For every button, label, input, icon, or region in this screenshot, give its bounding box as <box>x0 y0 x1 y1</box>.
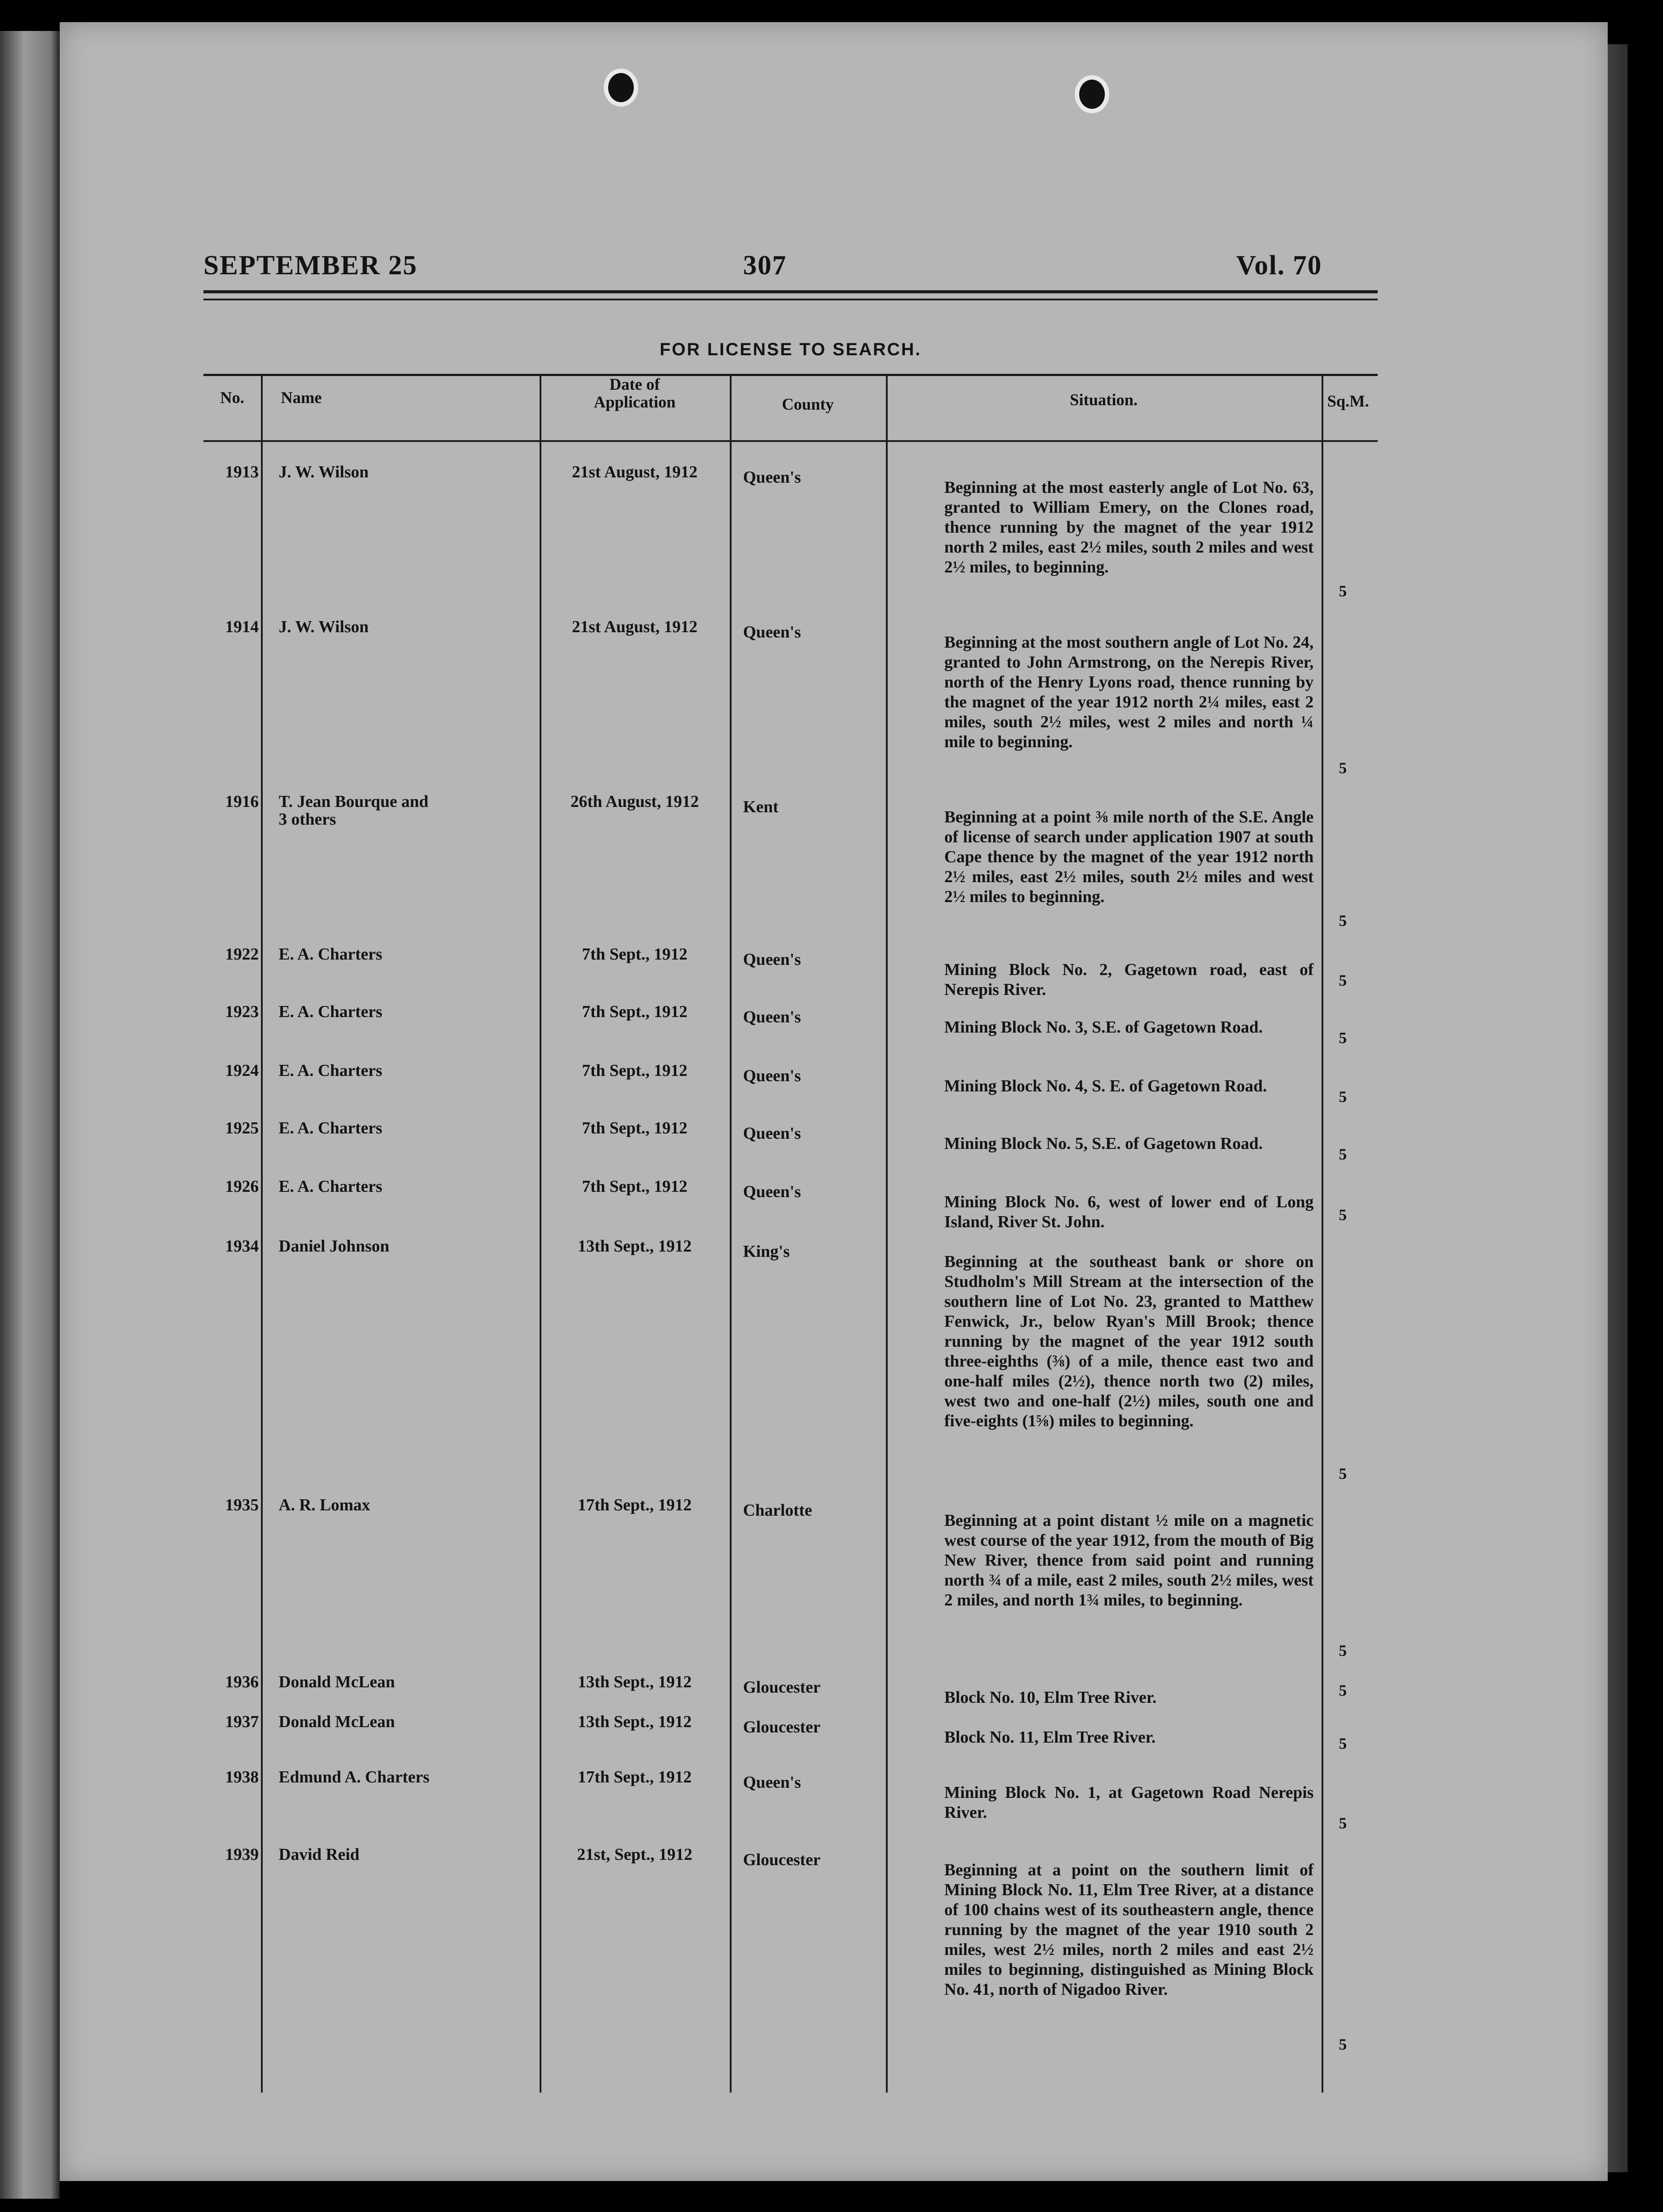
header-rule-top <box>203 290 1378 293</box>
column-divider-county <box>886 376 888 2093</box>
facing-page-edge <box>0 31 60 2199</box>
row-situation: Mining Block No. 2, Gagetown road, east of Nerepis River. <box>944 960 1314 999</box>
punch-hole-left <box>604 69 638 107</box>
row-county: Gloucester <box>743 1851 821 1869</box>
row-date: 17th Sept., 1912 <box>578 1768 692 1786</box>
row-name: Donald McLean <box>279 1673 395 1691</box>
row-date: 13th Sept., 1912 <box>578 1237 692 1256</box>
row-name: Daniel Johnson <box>279 1237 390 1256</box>
row-sqm: 5 <box>1339 1682 1347 1699</box>
row-situation: Beginning at a point ⅜ mile north of the S.E. Angle of license of search under application 1907 at south Cape thence by the magnet of the year 1912 north 2½ miles, east 2½ miles, south 2½ miles and west 2½ miles to beginning. <box>944 808 1314 906</box>
row-sqm: 5 <box>1339 912 1347 929</box>
row-county: Queen's <box>743 1183 801 1201</box>
row-county: Queen's <box>743 468 801 487</box>
row-county: Queen's <box>743 623 801 641</box>
column-header-situation: Situation. <box>1069 391 1138 409</box>
row-number: 1936 <box>225 1673 259 1691</box>
row-situation: Beginning at the southeast bank or shore on Studholm's Mill Stream at the intersection of the southern line of Lot No. 23, granted to Matthew Fenwick, Jr., below Ryan's Mill Brook; thence running by the magnet of the year 1912 south three-eighths (⅜) of a mile, thence east two and one-half miles (2½), thence north two (2) miles, west two and one-half (2½) miles, south one and five-eights (1⅝) miles to beginning. <box>944 1252 1314 1430</box>
document-page <box>60 22 1608 2181</box>
row-situation: Block No. 10, Elm Tree River. <box>944 1688 1157 1707</box>
punch-hole-right <box>1075 75 1109 113</box>
row-number: 1937 <box>225 1713 259 1731</box>
header-date: SEPTEMBER 25 <box>203 250 418 280</box>
row-date: 21st August, 1912 <box>572 618 697 636</box>
row-name: E. A. Charters <box>279 1002 383 1021</box>
row-county: Gloucester <box>743 1718 821 1736</box>
row-sqm: 5 <box>1339 972 1347 989</box>
row-county: Charlotte <box>743 1501 812 1520</box>
row-date: 13th Sept., 1912 <box>578 1713 692 1731</box>
row-sqm: 5 <box>1339 1206 1347 1224</box>
row-sqm: 5 <box>1339 1465 1347 1482</box>
column-header-no: No. <box>220 389 245 407</box>
row-date: 7th Sept., 1912 <box>582 945 688 964</box>
row-sqm: 5 <box>1339 1145 1347 1163</box>
row-name: A. R. Lomax <box>279 1496 370 1514</box>
row-date: 21st, Sept., 1912 <box>577 1845 693 1864</box>
row-date: 17th Sept., 1912 <box>578 1496 692 1514</box>
row-county: Queen's <box>743 950 801 969</box>
row-name: J. W. Wilson <box>279 618 369 636</box>
row-county: Queen's <box>743 1067 801 1085</box>
row-date: 13th Sept., 1912 <box>578 1673 692 1691</box>
row-situation: Beginning at a point distant ½ mile on a magnetic west course of the year 1912, from the mouth of Big New River, thence from said point and running north ¾ of a mile, east 2 miles, south 2½ miles, west 2 miles, and north 1¾ miles, to beginning. <box>944 1511 1314 1609</box>
row-name: E. A. Charters <box>279 1061 383 1080</box>
row-number: 1914 <box>225 618 259 636</box>
row-sqm: 5 <box>1339 1814 1347 1832</box>
row-name: E. A. Charters <box>279 1177 383 1196</box>
row-situation: Mining Block No. 6, west of lower end of Long Island, River St. John. <box>944 1193 1314 1231</box>
header-rule-bottom <box>203 299 1378 300</box>
row-name: David Reid <box>279 1845 360 1864</box>
row-number: 1923 <box>225 1002 259 1021</box>
row-situation: Mining Block No. 1, at Gagetown Road Nerepis River. <box>944 1783 1314 1822</box>
row-situation: Block No. 11, Elm Tree River. <box>944 1728 1156 1747</box>
column-header-name: Name <box>281 389 322 407</box>
row-name: Edmund A. Charters <box>279 1768 429 1786</box>
row-county: Kent <box>743 798 779 816</box>
row-number: 1935 <box>225 1496 259 1514</box>
column-divider-no <box>261 376 263 2093</box>
row-number: 1913 <box>225 463 259 481</box>
column-divider-situation <box>1322 376 1323 2093</box>
row-situation: Mining Block No. 3, S.E. of Gagetown Road. <box>944 1018 1263 1037</box>
row-county: King's <box>743 1242 790 1261</box>
row-date: 26th August, 1912 <box>570 792 699 811</box>
row-name: J. W. Wilson <box>279 463 369 481</box>
column-header-sqm: Sq.M. <box>1327 392 1369 411</box>
row-situation: Mining Block No. 4, S. E. of Gagetown Road. <box>944 1077 1267 1095</box>
row-situation: Beginning at the most southern angle of Lot No. 24, granted to John Armstrong, on the Nerepis River, north of the Henry Lyons road, thence running by the magnet of the year 1912 north 2¼ miles, east 2 miles, south 2½ miles, west 2 miles and north ¼ mile to beginning. <box>944 633 1314 751</box>
row-sqm: 5 <box>1339 582 1347 600</box>
row-date: 7th Sept., 1912 <box>582 1119 688 1137</box>
row-situation: Beginning at the most easterly angle of Lot No. 63, granted to William Emery, on the Clones road, thence running by the magnet of the year 1912 north 2 miles, east 2½ miles, south 2 miles and west 2½ miles, to beginning. <box>944 478 1314 576</box>
column-divider-date <box>730 376 732 2093</box>
table-header-rule <box>203 440 1378 442</box>
section-title: FOR LICENSE TO SEARCH. <box>659 340 922 359</box>
row-sqm: 5 <box>1339 1642 1347 1659</box>
row-situation: Mining Block No. 5, S.E. of Gagetown Road. <box>944 1134 1263 1153</box>
column-header-county: County <box>782 396 834 414</box>
column-divider-name <box>540 376 541 2093</box>
row-number: 1922 <box>225 945 259 964</box>
row-name: E. A. Charters <box>279 945 383 964</box>
row-situation: Beginning at a point on the southern limit of Mining Block No. 11, Elm Tree River, at a distance of 100 chains west of its southeastern angle, thence running by the magnet of the year 1910 south 2 miles, west 2½ miles, north 2 miles and east 2½ miles to beginning, distinguished as Mining Block No. 41, north of Nigadoo River. <box>944 1861 1314 1999</box>
row-number: 1916 <box>225 792 259 811</box>
row-county: Queen's <box>743 1773 801 1792</box>
row-date: 21st August, 1912 <box>572 463 697 481</box>
row-name: T. Jean Bourque and <box>279 792 429 811</box>
row-number: 1926 <box>225 1177 259 1196</box>
row-name: 3 others <box>279 810 336 829</box>
row-date: 7th Sept., 1912 <box>582 1002 688 1021</box>
row-county: Queen's <box>743 1124 801 1143</box>
table-top-rule <box>203 374 1378 376</box>
row-name: E. A. Charters <box>279 1119 383 1137</box>
row-number: 1939 <box>225 1845 259 1864</box>
row-sqm: 5 <box>1339 1029 1347 1047</box>
column-header-date-line2: Application <box>594 393 676 411</box>
row-number: 1925 <box>225 1119 259 1137</box>
row-sqm: 5 <box>1339 1088 1347 1106</box>
row-date: 7th Sept., 1912 <box>582 1061 688 1080</box>
row-sqm: 5 <box>1339 759 1347 777</box>
row-number: 1938 <box>225 1768 259 1786</box>
header-volume: Vol. 70 <box>1236 250 1322 280</box>
row-number: 1934 <box>225 1237 259 1256</box>
row-sqm: 5 <box>1339 1735 1347 1752</box>
header-page-number: 307 <box>743 250 787 280</box>
row-sqm: 5 <box>1339 2035 1347 2053</box>
column-header-date-line1: Date of <box>609 376 660 394</box>
row-date: 7th Sept., 1912 <box>582 1177 688 1196</box>
row-name: Donald McLean <box>279 1713 395 1731</box>
row-county: Gloucester <box>743 1678 821 1697</box>
row-county: Queen's <box>743 1008 801 1026</box>
row-number: 1924 <box>225 1061 259 1080</box>
